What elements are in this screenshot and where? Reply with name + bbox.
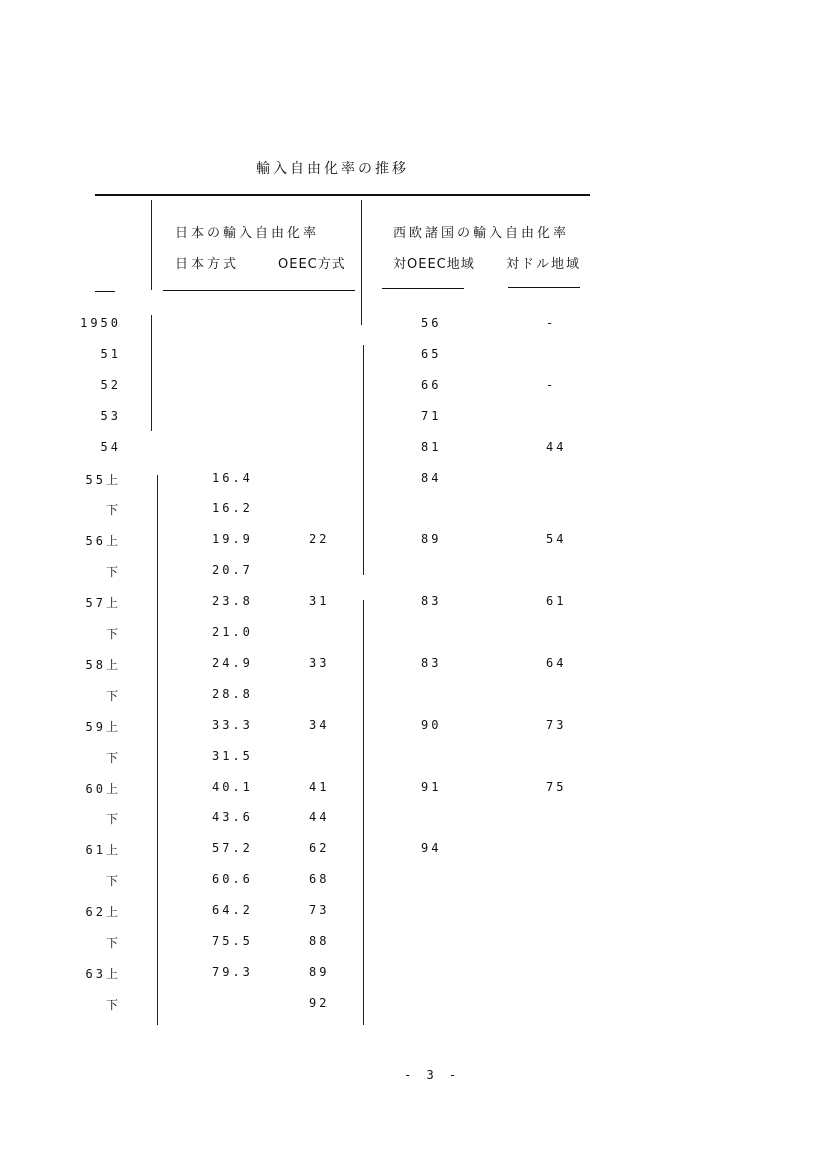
table-row: [0, 563, 827, 583]
row-year: 下: [105, 812, 121, 827]
header-vs-dollar: 対ドル地域: [506, 257, 582, 272]
row-europe-oeec-rate: 89: [421, 532, 442, 547]
table-row: [0, 316, 827, 336]
table-title: 輸入自由化率の推移: [256, 161, 409, 177]
header-japan-group: 日本の輸入自由化率: [175, 226, 320, 241]
page-number: - 3 -: [404, 1068, 461, 1082]
row-europe-oeec-rate: 81: [421, 439, 442, 454]
row-year: 55上: [85, 472, 121, 487]
row-year: 61上: [85, 843, 121, 858]
row-year: 下: [105, 503, 121, 518]
row-europe-oeec-rate: 66: [421, 377, 442, 392]
table-row: [0, 532, 827, 552]
table-row: [0, 594, 827, 614]
row-japan-rate: 21.0: [212, 625, 253, 639]
row-europe-dollar-rate: -: [546, 316, 557, 330]
row-oeec-rate: 62: [309, 841, 330, 856]
row-japan-rate: 16.4: [212, 470, 253, 485]
row-year: 62上: [85, 905, 121, 920]
row-year: 下: [105, 565, 121, 580]
row-europe-oeec-rate: 90: [421, 717, 442, 732]
row-japan-rate: 33.3: [212, 717, 253, 732]
table-row: [0, 749, 827, 769]
row-oeec-rate: 73: [309, 903, 330, 918]
divider-year-col: [151, 200, 152, 290]
row-japan-rate: 24.9: [212, 655, 253, 670]
row-europe-dollar-rate: 61: [546, 594, 567, 609]
row-year: 57上: [85, 596, 121, 611]
divider-group: [361, 200, 362, 325]
row-oeec-rate: 41: [309, 779, 330, 794]
header-europe-group: 西欧諸国の輸入自由化率: [393, 226, 570, 241]
row-year: 59上: [85, 719, 121, 734]
table-row: [0, 934, 827, 954]
header-rule-oeec: [382, 288, 464, 289]
row-japan-rate: 23.8: [212, 594, 253, 609]
header-rule-dollar: [508, 287, 580, 288]
row-japan-rate: 64.2: [212, 903, 253, 918]
row-oeec-rate: 88: [309, 934, 330, 948]
row-oeec-rate: 89: [309, 964, 330, 979]
row-year: 下: [105, 997, 121, 1012]
row-oeec-rate: 33: [309, 655, 330, 670]
row-japan-rate: 16.2: [212, 501, 253, 516]
row-japan-rate: 31.5: [212, 748, 253, 763]
table-row: [0, 625, 827, 645]
row-japan-rate: 28.8: [212, 686, 253, 701]
table-row: [0, 687, 827, 707]
row-oeec-rate: 68: [309, 872, 330, 887]
row-japan-rate: 43.6: [212, 810, 253, 825]
row-europe-dollar-rate: 64: [546, 655, 567, 670]
row-japan-rate: 60.6: [212, 872, 253, 887]
row-year: 54: [100, 439, 121, 454]
table-row: [0, 471, 827, 491]
header-oeec-method: OEEC方式: [278, 257, 346, 272]
table-row: [0, 440, 827, 460]
row-europe-oeec-rate: 84: [421, 470, 442, 485]
row-europe-oeec-rate: 56: [421, 316, 442, 330]
row-oeec-rate: 92: [309, 995, 330, 1010]
table-row: [0, 347, 827, 367]
table-row: [0, 656, 827, 676]
row-japan-rate: 75.5: [212, 934, 253, 948]
row-year: 56上: [85, 534, 121, 549]
table-row: [0, 780, 827, 800]
table-row: [0, 501, 827, 521]
table-row: [0, 965, 827, 985]
table-row: [0, 810, 827, 830]
table-row: [0, 841, 827, 861]
row-year: 51: [100, 346, 121, 361]
table-row: [0, 872, 827, 892]
row-japan-rate: 40.1: [212, 779, 253, 794]
row-europe-oeec-rate: 83: [421, 594, 442, 609]
row-europe-oeec-rate: 94: [421, 841, 442, 856]
table-row: [0, 378, 827, 398]
row-europe-dollar-rate: 44: [546, 439, 567, 454]
row-oeec-rate: 44: [309, 810, 330, 825]
row-year: 下: [105, 627, 121, 641]
row-oeec-rate: 31: [309, 594, 330, 609]
row-europe-dollar-rate: -: [546, 377, 557, 392]
row-year: 63上: [85, 966, 121, 981]
row-europe-oeec-rate: 71: [421, 408, 442, 423]
row-year: 下: [105, 874, 121, 889]
row-europe-oeec-rate: 65: [421, 346, 442, 361]
row-year: 60上: [85, 781, 121, 796]
row-year: 下: [105, 936, 121, 950]
row-japan-rate: 19.9: [212, 532, 253, 547]
header-japan-method: 日本方式: [175, 257, 240, 272]
row-europe-dollar-rate: 54: [546, 532, 567, 547]
row-oeec-rate: 22: [309, 532, 330, 547]
row-year: 下: [105, 750, 121, 765]
row-japan-rate: 79.3: [212, 964, 253, 979]
row-year: 52: [100, 377, 121, 392]
table-row: [0, 409, 827, 429]
row-japan-rate: 57.2: [212, 841, 253, 856]
row-year: 53: [100, 408, 121, 423]
header-rule-year: [95, 291, 115, 292]
table-row: [0, 903, 827, 923]
row-year: 58上: [85, 657, 121, 672]
header-rule-japan: [163, 290, 355, 291]
table-row: [0, 996, 827, 1016]
row-japan-rate: 20.7: [212, 563, 253, 578]
table-row: [0, 718, 827, 738]
row-oeec-rate: 34: [309, 717, 330, 732]
top-rule: [95, 194, 590, 196]
row-year: 1950: [80, 316, 121, 330]
header-vs-oeec: 対OEEC地域: [393, 257, 475, 272]
row-europe-dollar-rate: 73: [546, 717, 567, 732]
row-year: 下: [105, 688, 121, 703]
row-europe-dollar-rate: 75: [546, 779, 567, 794]
row-europe-oeec-rate: 83: [421, 655, 442, 670]
row-europe-oeec-rate: 91: [421, 779, 442, 794]
